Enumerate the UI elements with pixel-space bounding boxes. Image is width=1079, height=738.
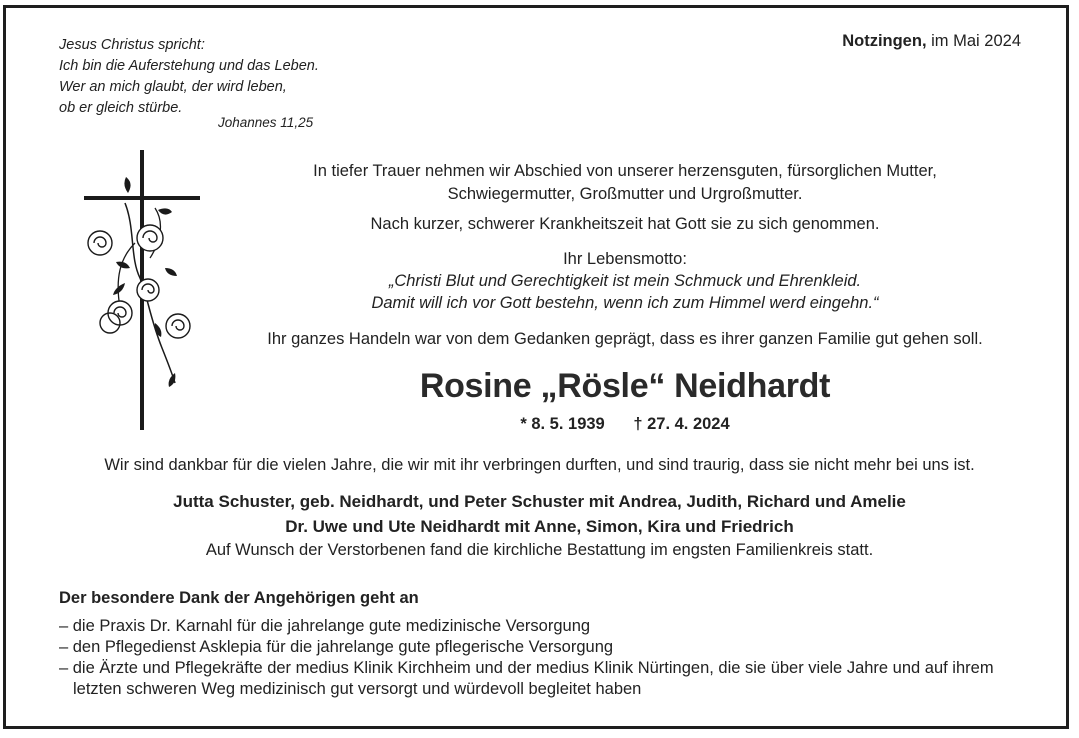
bible-quote bbox=[59, 35, 319, 119]
announcement-line: Schwiegermutter, Großmutter und Urgroßmutter. bbox=[447, 185, 803, 203]
list-item: – die Ärzte und Pflegekräfte der medius Klinik Kirchheim und der medius Klinik Nürtingen, die sie über viele Jahre und auf ihrem letzten schweren Weg medizinisch gut versorgt und würdevoll begleitet haben bbox=[59, 659, 994, 698]
announcement-intro bbox=[220, 160, 1030, 206]
special-thanks-title: Der besondere Dank der Angehörigen geht an bbox=[59, 589, 419, 607]
motto-line: „Christi Blut und Gerechtigkeit ist mein Schmuck und Ehrenkleid. bbox=[388, 272, 862, 290]
quote-line: Ich bin die Auferstehung und das Leben. bbox=[59, 58, 319, 74]
family-line: Dr. Uwe und Ute Neidhardt mit Anne, Simon, Kira und Friedrich bbox=[285, 517, 794, 536]
quote-line: ob er gleich stürbe. bbox=[59, 100, 183, 116]
life-dates bbox=[220, 415, 1030, 434]
family-line: Jutta Schuster, geb. Neidhardt, und Peter Schuster mit Andrea, Judith, Richard und Amelie bbox=[173, 492, 906, 511]
conduct-text: Ihr ganzes Handeln war von dem Gedanken geprägt, dass es ihrer ganzen Familie gut gehen soll. bbox=[267, 330, 983, 348]
death-date: † 27. 4. 2024 bbox=[633, 415, 730, 433]
quote-line: Wer an mich glaubt, der wird leben, bbox=[59, 79, 287, 95]
motto-line: Damit will ich vor Gott bestehn, wenn ich zum Himmel werd eingehn.“ bbox=[371, 294, 879, 312]
place-date bbox=[842, 32, 1021, 51]
list-item: – den Pflegedienst Asklepia für die jahrelange gute pflegerische Versorgung bbox=[59, 638, 614, 656]
list-item: – die Praxis Dr. Karnahl für die jahrelange gute medizinische Versorgung bbox=[59, 617, 591, 635]
illness-text: Nach kurzer, schwerer Krankheitszeit hat Gott sie zu sich genommen. bbox=[370, 215, 880, 233]
birth-date: * 8. 5. 1939 bbox=[520, 415, 605, 433]
motto-label: Ihr Lebensmotto: bbox=[563, 250, 687, 268]
family-mourners bbox=[0, 489, 1079, 539]
place: Notzingen, bbox=[842, 32, 927, 50]
life-motto bbox=[220, 248, 1030, 314]
quote-line: Jesus Christus spricht: bbox=[59, 37, 205, 53]
special-thanks-list bbox=[59, 616, 1029, 700]
quote-reference: Johannes 11,25 bbox=[218, 115, 314, 130]
gratitude-text: Wir sind dankbar für die vielen Jahre, die wir mit ihr verbringen durften, und sind traurig, dass sie nicht mehr bei uns ist. bbox=[104, 456, 975, 474]
burial-note: Auf Wunsch der Verstorbenen fand die kirchliche Bestattung im engsten Familienkreis statt. bbox=[205, 541, 874, 559]
deceased-name: Rosine „Rösle“ Neidhardt bbox=[419, 367, 831, 405]
announcement-line: In tiefer Trauer nehmen wir Abschied von unserer herzensguten, fürsorglichen Mutter, bbox=[313, 162, 937, 180]
cross-with-roses-icon bbox=[80, 148, 210, 433]
date: im Mai 2024 bbox=[931, 32, 1021, 50]
